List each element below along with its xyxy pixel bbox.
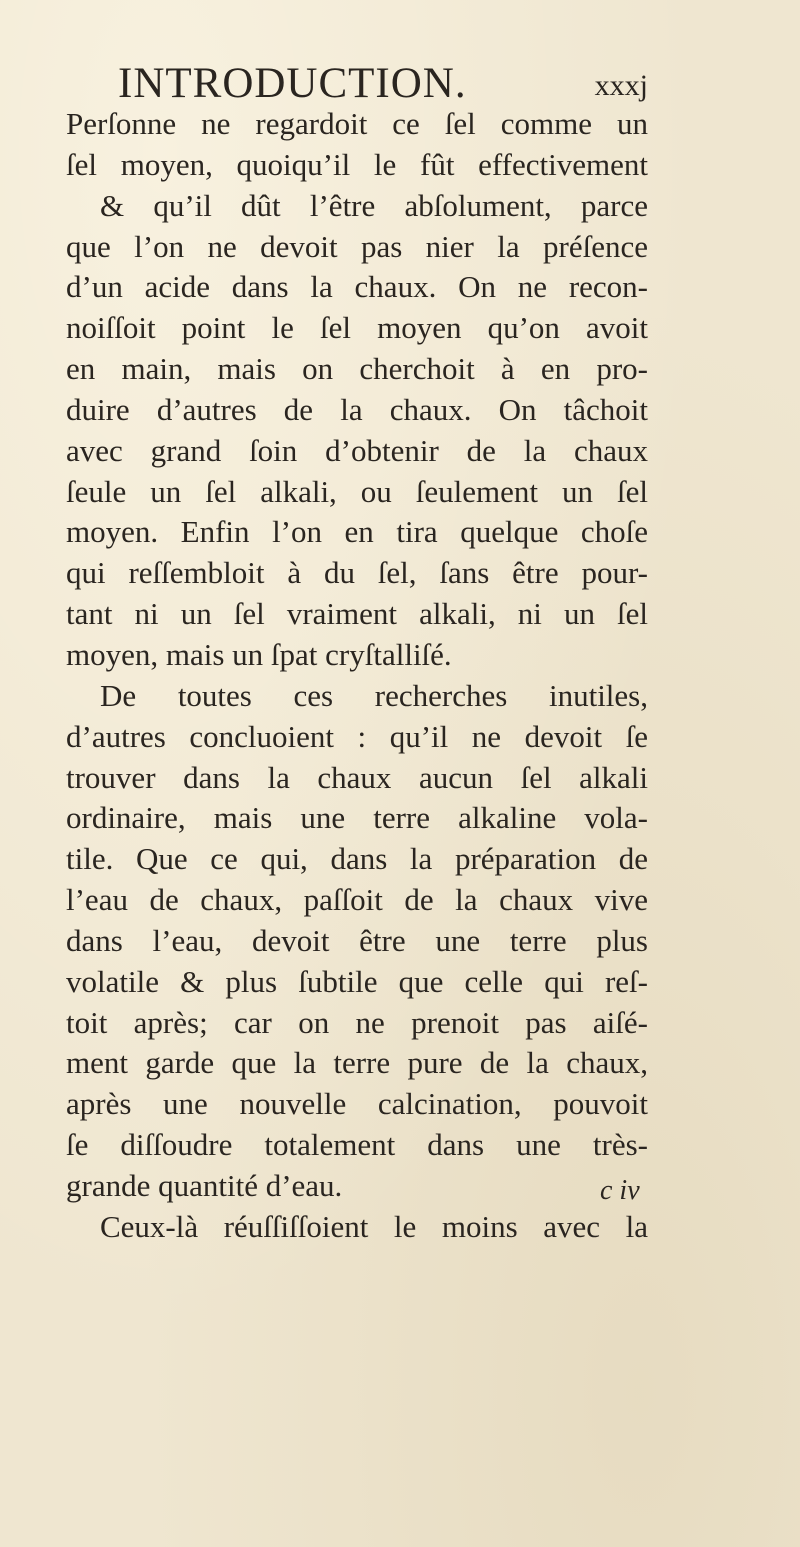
text-line: dans l’eau, devoit être une terre plus [66,922,648,958]
signature-mark: c iv [600,1175,640,1206]
text-line: ment garde que la terre pure de la chaux, [66,1045,648,1081]
text-line: grande quantité d’eau. [66,1167,343,1203]
running-title: INTRODUCTION. [118,60,467,107]
text-line: qui reſſembloit à du ſel, ſans être pour- [66,555,648,591]
text-line: volatile & plus ſubtile que celle qui reſ- [66,963,648,999]
text-line: & qu’il dût l’être abſolument, parce [100,187,648,223]
text-line: moyen, mais un ſpat cryſtalliſé. [66,636,452,672]
text-line: ordinaire, mais une terre alkaline vola- [66,800,648,836]
text-line: duire d’autres de la chaux. On tâchoit [66,391,648,427]
text-line: que l’on ne devoit pas nier la préſence [66,228,648,264]
text-line: tile. Que ce qui, dans la préparation de [66,841,648,877]
page-number: xxxj [594,69,648,102]
text-line: tant ni un ſel vraiment alkali, ni un ſel [66,596,648,632]
text-line: en main, mais on cherchoit à en pro- [66,351,648,387]
text-line: ſe diſſoudre totalement dans une très- [66,1127,648,1163]
text-line: d’autres concluoient : qu’il ne devoit ſe [66,718,648,754]
text-line: l’eau de chaux, paſſoit de la chaux vive [66,882,648,918]
text-line: Perſonne ne regardoit ce ſel comme un [66,106,648,141]
text-line: Ceux-là réuſſiſſoient le moins avec la [100,1208,648,1244]
text-line: ſel moyen, quoiqu’il le fût effectivement [66,146,648,182]
text-line: noiſſoit point le ſel moyen qu’on avoit [66,310,648,346]
running-header [118,62,648,106]
text-line: après une nouvelle calcination, pouvoit [66,1086,648,1122]
body-text [66,104,648,1248]
text-line: moyen. Enfin l’on en tira quelque choſe [66,514,648,550]
text-line: avec grand ſoin d’obtenir de la chaux [66,432,648,468]
text-line: De toutes ces recherches inutiles, [100,677,648,713]
text-line: ſeule un ſel alkali, ou ſeulement un ſel [66,473,648,509]
text-line: d’un acide dans la chaux. On ne recon- [66,269,648,305]
text-line: trouver dans la chaux aucun ſel alkali [66,759,648,795]
text-line: toit après; car on ne prenoit pas aiſé- [66,1004,648,1040]
